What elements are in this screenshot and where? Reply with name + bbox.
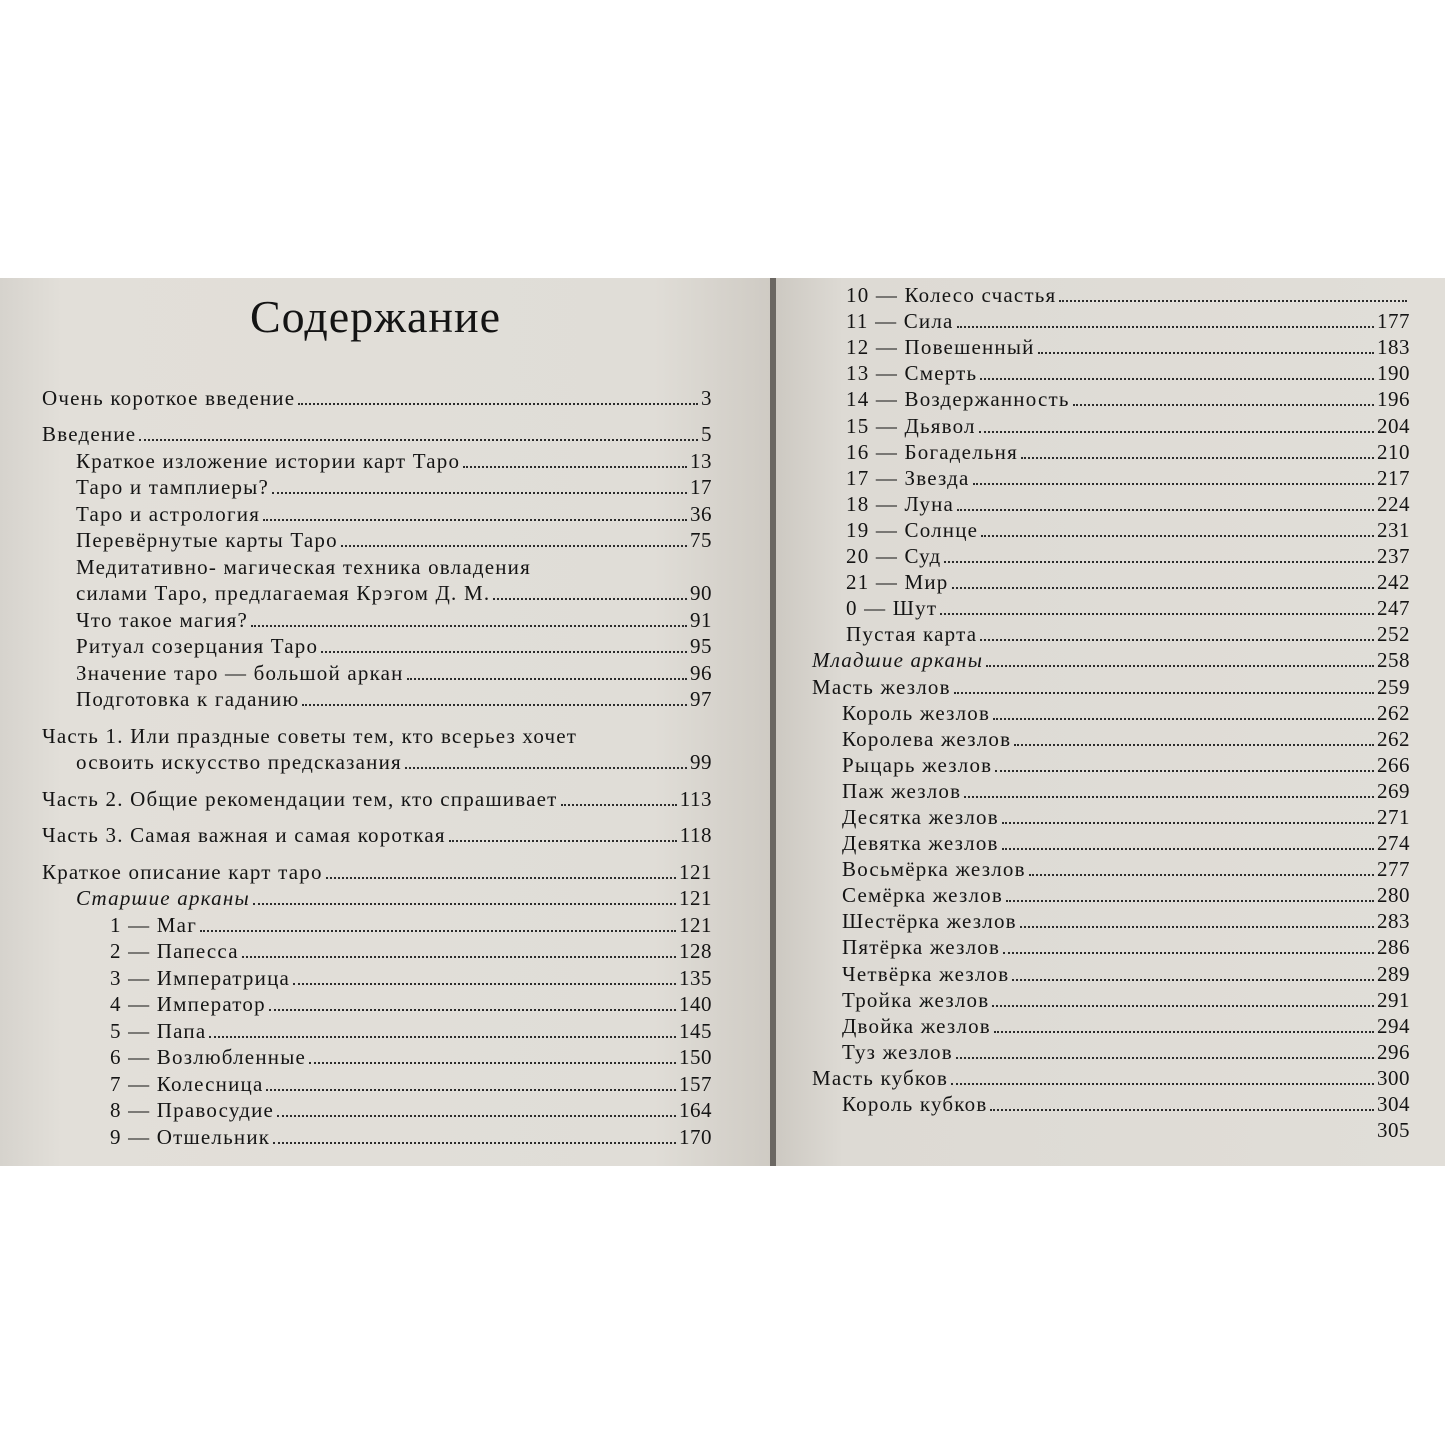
toc-entry[interactable] [42, 633, 712, 660]
dot-leader [954, 692, 1374, 694]
dot-leader [407, 678, 687, 680]
dot-leader [326, 877, 676, 879]
toc-entry-title: Медитативно- магическая техника овладения [76, 554, 531, 579]
toc-entry[interactable] [812, 960, 1410, 986]
toc-entry-title: освоить искусство предсказания [76, 750, 402, 774]
toc-entry-title: Рыцарь жезлов [842, 752, 993, 777]
dot-leader [992, 1005, 1374, 1007]
dot-leader [1002, 848, 1374, 850]
toc-entry[interactable] [812, 987, 1410, 1013]
toc-entry[interactable] [812, 752, 1410, 778]
dot-leader [1020, 926, 1374, 928]
toc-page-number: 262 [1377, 726, 1410, 751]
toc-page-number: 150 [679, 1045, 712, 1069]
toc-entry-title: Краткое описание карт таро [42, 859, 323, 884]
toc-entry-title: 19 — Солнце [846, 517, 979, 542]
toc-entry-title: Четвёрка жезлов [842, 961, 1010, 986]
dot-leader [272, 492, 687, 494]
toc-entry[interactable] [812, 726, 1410, 752]
toc-page-number: 304 [1377, 1092, 1410, 1116]
dot-leader [1012, 979, 1374, 981]
toc-page-number: 210 [1377, 439, 1410, 464]
toc-entry-title: Часть 3. Самая важная и самая короткая [42, 823, 446, 847]
toc-entry-title: Масть кубков [812, 1065, 949, 1090]
toc-page-number: 294 [1377, 1013, 1410, 1038]
toc-entry-title: Подготовка к гаданию [76, 687, 300, 711]
toc-page-number: 5 [701, 422, 712, 446]
toc-page-number: 296 [1377, 1039, 1410, 1064]
toc-entry[interactable] [812, 595, 1410, 621]
dot-leader [1038, 352, 1374, 354]
page-title: Содержание [250, 291, 502, 342]
toc-entry[interactable] [812, 491, 1410, 517]
dot-leader [309, 1062, 676, 1064]
dot-leader [981, 535, 1374, 537]
dot-leader [242, 956, 676, 958]
toc-page-number: 135 [679, 965, 712, 990]
toc-entry-title: Десятка жезлов [842, 804, 999, 829]
dot-leader [321, 651, 687, 653]
toc-entry[interactable] [812, 412, 1410, 438]
toc-entry-title: 16 — Богадельня [846, 439, 1018, 464]
toc-entry[interactable] [812, 1065, 1410, 1091]
toc-entry-title: Таро и тамплиеры? [76, 475, 270, 499]
dot-leader [293, 983, 676, 985]
toc-page-number: 157 [679, 1071, 712, 1096]
dot-leader [1002, 822, 1374, 824]
dot-leader [956, 1057, 1374, 1059]
toc-entry-title: Пустая карта [846, 622, 978, 647]
toc-entry-title: 5 — Папа [110, 1018, 207, 1043]
dot-leader [263, 519, 687, 521]
toc-entry-title: Девятка жезлов [842, 831, 999, 856]
toc-page-number: 266 [1377, 752, 1410, 777]
toc-right-column [812, 282, 1410, 1143]
toc-page-number: 97 [690, 687, 712, 711]
toc-entry[interactable] [812, 882, 1410, 908]
toc-entry-title: Что такое магия? [76, 607, 249, 632]
dot-leader [1029, 874, 1374, 876]
toc-page-number: 237 [1377, 544, 1410, 569]
toc-entry-title: Двойка жезлов [842, 1013, 991, 1038]
toc-page-number: 196 [1377, 387, 1410, 412]
toc-entry[interactable] [812, 360, 1410, 386]
toc-page-number: 259 [1377, 674, 1410, 699]
dot-leader [1003, 952, 1374, 954]
toc-page-number: 258 [1377, 648, 1410, 673]
toc-page-number: 3 [701, 385, 712, 410]
toc-page-number: 224 [1377, 491, 1410, 516]
toc-entry-title: Часть 2. Общие рекомендации тем, кто спрашивает [42, 786, 558, 811]
toc-entry[interactable] [42, 474, 712, 501]
toc-page-number: 190 [1377, 361, 1410, 386]
toc-entry[interactable] [812, 673, 1410, 699]
toc-left-column [42, 384, 712, 1150]
dot-leader [973, 483, 1374, 485]
toc-entry[interactable] [42, 606, 712, 633]
toc-entry[interactable] [812, 1091, 1410, 1117]
toc-entry-title: Краткое изложение истории карт Таро [76, 448, 461, 473]
toc-page-number: 274 [1377, 831, 1410, 856]
toc-entry[interactable] [42, 384, 712, 411]
dot-leader [277, 1115, 676, 1117]
toc-entry-title: Королева жезлов [842, 726, 1012, 751]
toc-entry-title: 12 — Повешенный [846, 335, 1035, 360]
toc-entry[interactable] [42, 1123, 712, 1150]
toc-entry-title: Король жезлов [842, 700, 991, 725]
dot-leader [1021, 457, 1374, 459]
toc-page-number: 13 [690, 448, 712, 473]
toc-entry-title: 8 — Правосудие [110, 1098, 275, 1122]
toc-entry[interactable] [42, 938, 712, 965]
toc-page-number: 280 [1377, 883, 1410, 908]
dot-leader [944, 561, 1374, 563]
toc-page-number: 242 [1377, 570, 1410, 595]
toc-entry-title: 4 — Император [110, 992, 266, 1016]
toc-entry-title: Восьмёрка жезлов [842, 857, 1026, 882]
dot-leader [253, 903, 676, 905]
dot-leader [341, 545, 687, 547]
toc-entry[interactable] [42, 964, 712, 991]
dot-leader [449, 840, 677, 842]
toc-entry[interactable] [42, 686, 712, 713]
toc-entry[interactable] [812, 804, 1410, 830]
dot-leader [990, 1109, 1374, 1111]
dot-leader [405, 767, 687, 769]
toc-entry[interactable] [812, 700, 1410, 726]
toc-page-number: 204 [1377, 413, 1410, 438]
toc-page-number: 217 [1377, 465, 1410, 490]
toc-entry-title: Очень короткое введение [42, 385, 296, 410]
toc-entry-title: 18 — Луна [846, 491, 955, 516]
toc-entry-title: 7 — Колесница [110, 1071, 264, 1096]
toc-page-number: 177 [1377, 309, 1410, 334]
toc-entry[interactable] [42, 659, 712, 686]
toc-entry-title: 11 — Сила [846, 309, 954, 334]
dot-leader [273, 1142, 676, 1144]
dot-leader [463, 466, 687, 468]
toc-entry[interactable] [42, 991, 712, 1018]
toc-page-number: 90 [690, 581, 712, 605]
toc-page-number: 128 [679, 939, 712, 963]
dot-leader [209, 1036, 676, 1038]
toc-entry[interactable] [42, 822, 712, 849]
toc-entry[interactable] [812, 621, 1410, 647]
toc-entry[interactable] [42, 722, 712, 749]
toc-page-number: 286 [1377, 935, 1410, 960]
dot-leader [993, 718, 1374, 720]
dot-leader [1014, 744, 1374, 746]
toc-page-number: 252 [1377, 622, 1410, 647]
toc-page-number: 113 [679, 786, 712, 811]
dot-leader [957, 509, 1374, 511]
toc-page-number: 300 [1377, 1065, 1410, 1090]
toc-page-number: 121 [679, 912, 712, 937]
toc-page-number: 231 [1377, 517, 1410, 542]
toc-entry[interactable] [42, 421, 712, 448]
toc-page-number: 183 [1377, 335, 1410, 360]
toc-page-number: 75 [690, 528, 712, 552]
toc-entry-title: Туз жезлов [842, 1039, 953, 1064]
dot-leader [995, 770, 1374, 772]
toc-page-number: 145 [679, 1018, 712, 1043]
toc-entry-title: 15 — Дьявол [846, 413, 976, 438]
toc-page-number: 36 [690, 501, 712, 526]
toc-entry[interactable] [812, 830, 1410, 856]
dot-leader [964, 796, 1374, 798]
toc-entry-title: 10 — Колесо счастья [846, 283, 1057, 308]
toc-entry-title: 13 — Смерть [846, 361, 978, 386]
toc-entry[interactable] [42, 1044, 712, 1071]
toc-page-number: 271 [1377, 804, 1410, 829]
dot-leader [269, 1009, 676, 1011]
toc-page-number: 121 [679, 859, 712, 884]
toc-page-number: 262 [1377, 700, 1410, 725]
toc-entry[interactable] [812, 778, 1410, 804]
dot-leader [200, 930, 676, 932]
toc-entry-title: 9 — Отшельник [110, 1124, 271, 1149]
toc-page-number: 170 [679, 1124, 712, 1149]
toc-entry-title: Король кубков [842, 1092, 988, 1116]
toc-entry[interactable] [42, 1017, 712, 1044]
dot-leader [1073, 404, 1374, 406]
dot-leader [139, 439, 698, 441]
toc-entry[interactable] [812, 1117, 1410, 1143]
toc-entry-title: 1 — Маг [110, 912, 198, 937]
toc-entry-title: Масть жезлов [812, 674, 951, 699]
toc-entry[interactable] [812, 1013, 1410, 1039]
toc-entry-title: Часть 1. Или праздные советы тем, кто всерьез хочет [42, 723, 578, 748]
toc-entry[interactable] [812, 439, 1410, 465]
toc-entry-title: 2 — Папесса [110, 939, 239, 963]
toc-page-number: 277 [1377, 857, 1410, 882]
toc-page-number: 118 [679, 823, 712, 847]
toc-entry[interactable] [812, 517, 1410, 543]
dot-leader [957, 326, 1374, 328]
toc-entry[interactable] [42, 527, 712, 554]
toc-page-number: 305 [1377, 1118, 1410, 1143]
toc-entry-title: Перевёрнутые карты Таро [76, 528, 338, 552]
toc-entry[interactable] [812, 569, 1410, 595]
toc-entry-title: 6 — Возлюбленные [110, 1045, 307, 1069]
toc-entry-title: Ритуал созерцания Таро [76, 634, 319, 658]
toc-entry[interactable] [42, 1097, 712, 1124]
toc-entry[interactable] [812, 308, 1410, 334]
toc-entry-title: Старшие арканы [76, 886, 250, 910]
toc-entry[interactable] [812, 282, 1410, 308]
toc-entry-title: Паж жезлов [842, 778, 962, 803]
toc-entry[interactable] [42, 858, 712, 885]
toc-page-number: 140 [679, 992, 712, 1016]
toc-entry-title: 0 — Шут [846, 596, 938, 621]
toc-page-number: 289 [1377, 961, 1410, 986]
dot-leader [940, 613, 1374, 615]
toc-entry-title: Введение [42, 422, 137, 446]
dot-leader [1059, 300, 1407, 302]
toc-entry-title: Младшие арканы [812, 648, 984, 673]
dot-leader [986, 665, 1374, 667]
toc-page-number: 291 [1377, 987, 1410, 1012]
toc-entry[interactable] [42, 580, 712, 607]
toc-entry[interactable] [42, 553, 712, 580]
dot-leader [952, 587, 1374, 589]
toc-page-number: 269 [1377, 778, 1410, 803]
dot-leader [980, 639, 1374, 641]
dot-leader [994, 1031, 1374, 1033]
toc-entry[interactable] [42, 1070, 712, 1097]
toc-entry[interactable] [812, 934, 1410, 960]
toc-entry[interactable] [812, 1039, 1410, 1065]
toc-entry[interactable] [42, 885, 712, 912]
toc-entry[interactable] [812, 465, 1410, 491]
dot-leader [266, 1089, 676, 1091]
toc-entry[interactable] [812, 543, 1410, 569]
dot-leader [493, 598, 687, 600]
dot-leader [302, 704, 687, 706]
toc-entry-title: Пятёрка жезлов [842, 935, 1001, 960]
dot-leader [561, 804, 677, 806]
toc-entry-title: 3 — Императрица [110, 965, 291, 990]
toc-page-number: 91 [690, 607, 712, 632]
dot-leader [1006, 900, 1374, 902]
toc-page-number: 95 [690, 634, 712, 658]
toc-entry[interactable] [812, 334, 1410, 360]
toc-entry[interactable] [42, 911, 712, 938]
toc-entry-title: Таро и астрология [76, 501, 261, 526]
toc-entry[interactable] [42, 749, 712, 776]
toc-entry-title: Шестёрка жезлов [842, 909, 1017, 934]
toc-entry-title: 21 — Мир [846, 570, 949, 595]
toc-entry-title: 20 — Суд [846, 544, 942, 569]
toc-entry-title: Семёрка жезлов [842, 883, 1003, 908]
toc-entry[interactable] [812, 856, 1410, 882]
toc-page-number: 164 [679, 1098, 712, 1122]
dot-leader [979, 431, 1374, 433]
toc-entry-title: 14 — Воздержанность [846, 387, 1070, 412]
toc-entry[interactable] [812, 908, 1410, 934]
toc-page-number: 121 [679, 886, 712, 910]
toc-entry-title: Значение таро — большой аркан [76, 660, 404, 685]
toc-entry[interactable] [42, 500, 712, 527]
toc-entry[interactable] [42, 447, 712, 474]
toc-entry[interactable] [812, 647, 1410, 673]
dot-leader [298, 403, 698, 405]
toc-page-number: 96 [690, 660, 712, 685]
toc-page-number: 283 [1377, 909, 1410, 934]
dot-leader [951, 1083, 1374, 1085]
dot-leader [980, 378, 1374, 380]
dot-leader [251, 625, 687, 627]
toc-entry[interactable] [42, 785, 712, 812]
toc-entry-title: силами Таро, предлагаемая Крэгом Д. М. [76, 581, 491, 605]
toc-page-number: 247 [1377, 596, 1410, 621]
toc-entry[interactable] [812, 386, 1410, 412]
toc-page-number: 99 [690, 750, 712, 774]
toc-entry-title: 17 — Звезда [846, 465, 970, 490]
toc-page-number: 17 [690, 475, 712, 499]
toc-entry-title: Тройка жезлов [842, 987, 990, 1012]
